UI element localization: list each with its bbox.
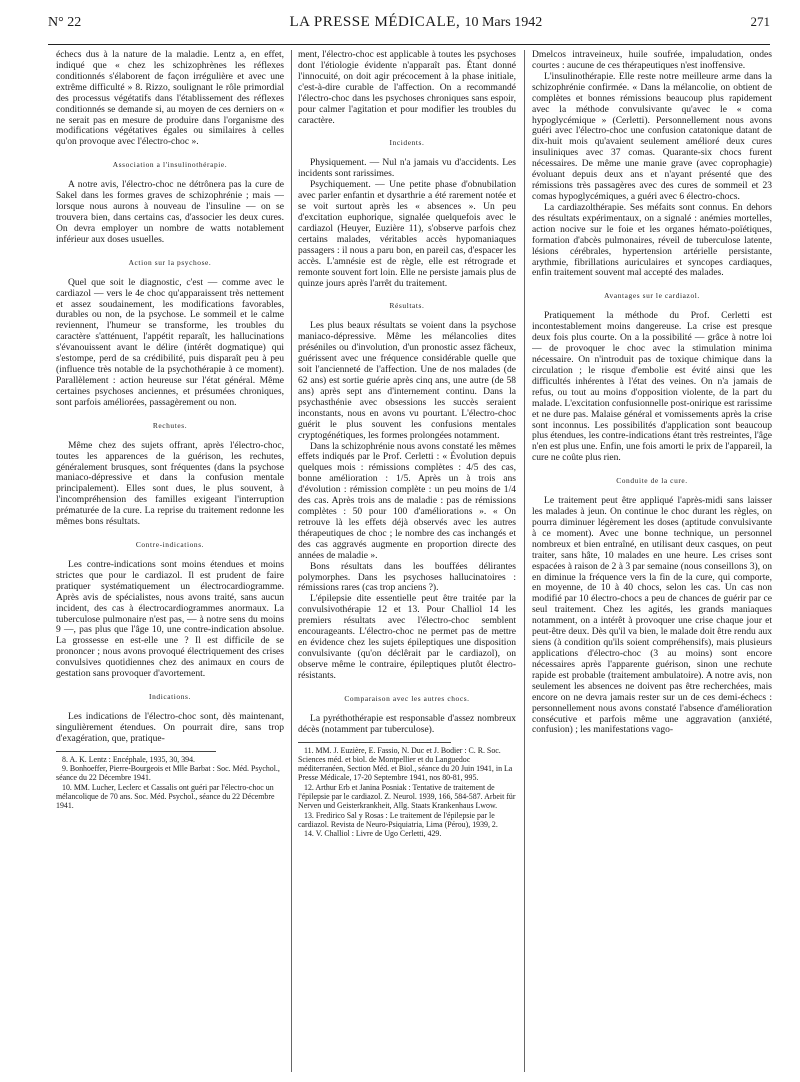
paragraph: A notre avis, l'électro-choc ne détrônera pas la cure de Sakel dans les formes graves de schizophrénie ; mais — lorsque nous aurons à nouveau de l'insuline — on se trouvera bien, dans certains cas, d'associer les deux cures. On devra employer un nombre de watts notablement inférieur aux doses usuelles. <box>56 179 284 245</box>
footnote-rule <box>298 742 451 743</box>
footnote: 8. A. K. Lentz : Encéphale, 1935, 30, 394. <box>62 754 196 764</box>
section-heading: Action sur la psychose. <box>128 257 212 267</box>
journal-name: LA PRESSE MÉDICALE, <box>289 14 461 30</box>
section-heading: Conduite de la cure. <box>616 476 688 486</box>
paragraph: Bons résultats dans les bouffées délirantes polymorphes. Dans les psychoses hallucinatoires : rémissions rares (cas trop anciens ?). <box>298 560 516 594</box>
page-header <box>48 14 770 42</box>
paragraph: L'épilepsie dite essentielle peut être traitée par la convulsivothérapie 12 et 13. Pour Challiol 14 les premiers résultats avec l'électro-choc semblent encourageants. L'électro-choc ne permet pas de mettre en évidence chez les sujets épileptiques une disposition convulsivante (qu'on déclêrait par le cardiazol), on observe même le contraire, épileptiques plutôt électro-résistants. <box>298 593 516 681</box>
section-heading: Indications. <box>149 692 191 702</box>
paragraph: Dans la schizophrénie nous avons constaté les mêmes effets indiqués par le Prof. Cerletti : « Évolution depuis quelques mois : rémissions complètes : 4/5 des cas, bonne amélioration : 1/5. Après un à trois ans d'évolution : rémission complète : un peu moins de 1/4 des cas. Après trois ans de maladie : pas de rémissions complètes : 50 pour 100 d'améliorations ». « On retrouve là les effets déjà observés avec les autres thérapeutiques de choc ; le nombre des cas inchangés et des cas aggravés augmente en proportion directe des années de maladie ». <box>298 440 516 561</box>
footnote: 11. MM. J. Euzière, E. Fassio, N. Duc et J. Bodier : C. R. Soc. Sciences méd. et biol. de Montpellier et du Languedoc méditerranéen, Section Méd. et Biol., séance du 20 Juin 1941, in La Presse Médicale, 17-20 Septembre 1941, nos 80-81, 995. <box>298 745 513 783</box>
paragraph: La pyréthothérapie est responsable d'assez nombreux décès (notamment par tuberculose). <box>298 712 516 735</box>
section-heading: Association a l'insulinothérapie. <box>112 160 228 170</box>
paragraph: Les plus beaux résultats se voient dans la psychose maniaco-dépressive. Même les mélancolies dites préséniles ou d'involution, d'un pronostic assez fâcheux, guérissent avec une fréquence considérable quelle que soit l'ancienneté de l'affection. Une de nos malades (de 62 ans) est sortie guérie après cinq ans, une autre (de 58 ans) après sept ans d'internement continu. Dans la psychasthénie avec obsessions les succès seraient inconstants, nous en avons vu pourtant. L'électro-choc guérit le plus souvent les confusions mentales cryptogénétiques, les formes prolongées notamment. <box>298 320 516 441</box>
column-divider <box>524 50 525 1072</box>
footnote-rule <box>56 751 216 752</box>
page-number: 271 <box>750 14 770 29</box>
section-heading: Résultats. <box>389 301 425 311</box>
footnote: 12. Arthur Erb et Janina Posniak : Tentative de traitement de l'épilepsie par le cardiazol. Z. Neurol. 1939, 166, 584-587. Arbeit für Nerven und Geisterkrankheit, Allg. Staats Krankenhaus Lwow. <box>298 782 516 811</box>
footnote: 9. Bonhoeffer, Pierre-Bourgeois et Mlle Barbat : Soc. Méd. Psychol., séance du 22 Décembre 1941. <box>56 764 280 783</box>
header-rule <box>48 44 770 45</box>
footnote: 14. V. Challiol : Livre de Ugo Cerletti, 429. <box>304 829 442 839</box>
paragraph: Les contre-indications sont moins étendues et moins strictes que pour le cardiazol. Il est prudent de faire pratiquer systématiquement un électrocardiogramme. Après avis de spécialistes, nous avons traité, sans aucun incident, des cas à électrocardiogrammes anormaux. La tuberculose pulmonaire n'est pas, — à notre sens du moins 9 —, pas plus que l'âge 10, une contre-indication absolue. La grossesse en est-elle une ? Il est difficile de se prononcer ; nous avons provoqué électriquement des crises convulsives quotidiennes chez des animaux en cours de gestation sans provoquer d'avortement. <box>56 558 284 680</box>
column-1 <box>56 50 284 1080</box>
paragraph: Les indications de l'électro-choc sont, dès maintenant, singulièrement étendues. On pourrait dire, sans trop d'exagération, que, pratique- <box>56 711 284 744</box>
column-3 <box>532 50 772 1080</box>
journal-title <box>289 14 542 31</box>
paragraph: Pratiquement la méthode du Prof. Cerletti est incontestablement moins dangereuse. La crise est presque deux fois plus courte. On a la possibilité — grâce à notre loi — de provoquer le choc avec la stimulation minima nécessaire. On n'introduit pas de toxique chimique dans la circulation ; le risque d'embolie est évité ainsi que les difficultés inhérentes à l'état des veines. On n'a jamais de refus, ou tout au moins d'opposition violente, de la part du malade. L'excitation confusionnelle post-onirique est rarissime et ne dure pas. Malaise général et vomissements après la crise sont inconnus. Les possibilités d'application sont beaucoup plus étendues, les contre-indications étant très restreintes, l'âge n'en est plus une. Enfin, une fois amorti le prix de l'appareil, la cure ne coûte plus rien. <box>532 310 772 464</box>
paragraph: Même chez des sujets offrant, après l'électro-choc, toutes les apparences de la guérison, les rechutes, généralement brusques, sont fréquentes (dans la psychose maniaco-dépressive et dans la confusion mentale principalement). Elles sont dues, le plus souvent, à l'incompréhension des familles exigeant l'interruption prématurée de la cure. La reprise du traitement redonne les mêmes bons résultats. <box>56 439 284 528</box>
paragraph: La cardiazolthérapie. Ses méfaits sont connus. En dehors des résultats expérimentaux, on a signalé : anémies mortelles, action nocive sur le foie et les organes hémato-poïétiques, formation d'abcès pulmonaires, réveil de tuberculose latente, lésions cérébrales, hypertension artérielle persistante, arythmie, fibrillations auriculaires et syncopes cardiaques, enfin traitement souvent mal accepté des malades. <box>532 201 772 279</box>
footnote: 10. MM. Lucher, Leclerc et Cassalis ont guéri par l'électro-choc un mélancolique de 70 ans. Soc. Méd. Psychol., séance du 22 Décembre 1941. <box>56 782 275 811</box>
section-heading: Avantages sur le cardiazol. <box>604 291 700 301</box>
issue-date: 10 Mars 1942 <box>464 15 543 30</box>
section-heading: Rechutes. <box>152 420 188 430</box>
footnote: 13. Fredirico Sal y Rosas : Le traitement de l'épilepsie par le cardiazol. Revista de Neuro-Psiquiatria, Lima (Pérou), 1939, 2. <box>298 810 498 829</box>
paragraph: Psychiquement. — Une petite phase d'obnubilation avec parler enfantin et dysarthrie a été rarement notée et se voit surtout après les « absences ». Un peu d'excitation euphorique, signalée quelquefois avec le cardiazol (Heuyer, Euzière 11), s'observe parfois chez certains malades, véritables accès hypomaniaques passagers : il nous a paru bon, en pareil cas, d'espacer les accès. L'amnésie est de règle, elle est rétrograde et remonte souvent fort loin. Elle ne persiste jamais plus de quinze jours après l'arrêt du traitement. <box>298 179 516 289</box>
paragraph: Dmelcos intraveineux, huile soufrée, impaludation, ondes courtes : aucune de ces thérapeutiques n'est inoffensive. <box>532 50 772 71</box>
column-2 <box>298 50 516 1080</box>
paragraph: Quel que soit le diagnostic, c'est — comme avec le cardiazol — vers le 4e choc qu'apparaissent très nettement et assez soudainement, les modifications favorables, durables ou non, de la psychose. Le sommeil et le calme reviennent, l'humeur se transforme, les troubles du caractère s'atténuent, l'appétit reparaît, les hallucinations s'évanouissent avant le délire (intérêt dogmatique) qui s'estompe, perd de sa crédibilité, puis disparaît peu à peu (influence très notable de la psychothérapie à ce moment). Parallèlement : action heureuse sur l'état général. Même certaines psychoses anciennes, et présumées chroniques, sont parfois améliorées, passagèrement ou non. <box>56 276 284 408</box>
paragraph: ment, l'électro-choc est applicable à toutes les psychoses dont l'étiologie évidente n'apparaît pas. Étant donné l'innocuité, on doit agir précocement à la phase initiale, c'est-à-dire curable de l'affection. On a recommandé l'électro-choc dans les psychoses chroniques sans espoir, pour calmer l'agitation et pour modifier les troubles du caractère. <box>298 50 516 126</box>
section-heading: Incidents. <box>389 138 425 148</box>
paragraph: Le traitement peut être appliqué l'après-midi sans laisser les malades à jeun. On continue le choc durant les règles, on pourra diminuer légèrement les doses (aptitude convulsivante à ce moment). Avec une bonne technique, un personnel nombreux et bien entraîné, en utilisant deux casques, on peut traiter, sans hâte, 10 malades en une heure. Les crises sont espacées à raison de 2 à 3 par semaine (nous conseillons 3), on en diminue la fréquence vers la fin de la cure, qui comporte, en moyenne, de 10 à 40 chocs, selon les cas. Un cas non modifié par 10 électro-chocs a peu de chances de guérir par ce seul traitement. Chez les agités, les grands maniaques notamment, on a intérêt à provoquer une crise chaque jour et peut-être deux. Dès qu'il va bien, le malade doit être rendu aux siens (à condition qu'ils soient compréhensifs), mais plusieurs applications d'électro-choc (3 au moins) sont encore nécessaires après l'apparente guérison, sinon une rechute rapide est probable (traitement ambulatoire). A notre avis, non seulement les absences ne doivent pas être recherchées, mais encore on ne devra jamais rester sur un de ces demi-échecs : personnellement nous avons constaté l'absence d'amélioration consécutive et parfois même une aggravation (anxiété, confusion) ; les manifestations vago- <box>532 495 772 736</box>
paragraph: L'insulinothérapie. Elle reste notre meilleure arme dans la schizophrénie confirmée. « Dans la mélancolie, on obtient de complètes et bonnes rémissions beaucoup plus rapidement avec la méthode convulsivante qu'avec le « coma hypoglycémique » (Cerletti). Personnellement nous avons guéri avec l'électro-choc une confusion catatonique datant de dix-huit mois qu'avaient seulement amélioré deux cures insuliniques avec 37 comas. Quarante-six chocs furent nécessaires. De même une manie grave (avec coprophagie) évoluant depuis deux ans et n'ayant présenté que des rémissions très passagères avec des cures de sommeil et 23 comas hypoglycémiques, a guéri avec 6 électro-chocs. <box>532 70 772 202</box>
paragraph: Physiquement. — Nul n'a jamais vu d'accidents. Les incidents sont rarissimes. <box>298 157 516 180</box>
section-heading: Contre-indications. <box>135 540 205 550</box>
paragraph: échecs dus à la nature de la maladie. Lentz a, en effet, indiqué que « chez les schizophrènes les réflexes conditionnés s'élaborent de façon irrégulière et avec une extrême difficulté » 8. Rizzo, soulignant le rôle primordial des processus végétatifs dans l'établissement des réflexes conditionnés se demande si, au moyen de ces derniers on « ne serait pas en mesure de produire dans l'organisme des modifications végétatives égales ou similaires à celles qu'on provoque avec l'électro-choc ». <box>56 50 284 148</box>
issue-number: N° 22 <box>48 15 82 30</box>
column-divider <box>291 50 292 1072</box>
section-heading: Comparaison avec les autres chocs. <box>344 693 470 703</box>
